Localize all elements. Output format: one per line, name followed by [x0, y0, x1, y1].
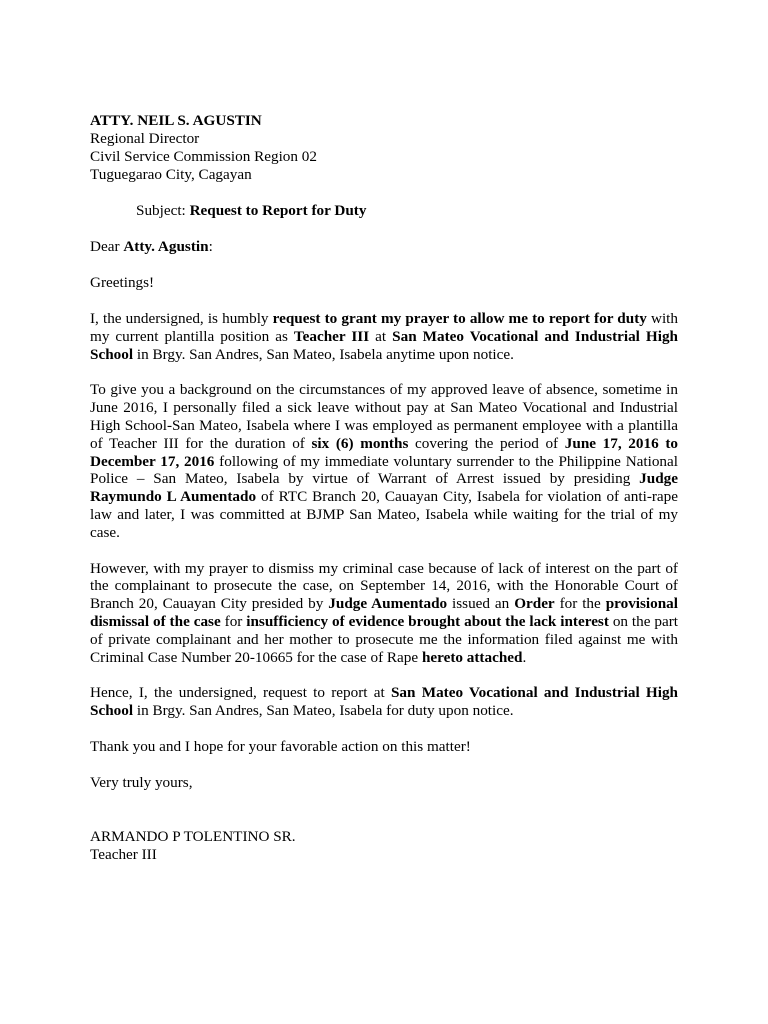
- p2-text-2: covering the period of: [408, 434, 565, 452]
- salutation-suffix: :: [208, 238, 213, 255]
- p2-text-4: of RTC Branch 20, Cauayan City, Isabela for violation of anti-rape law and later, I was committed at BJMP San Mateo, Isabela while waiting for the trial of my case.: [90, 488, 679, 541]
- p3-bold-5: hereto attached: [421, 648, 523, 666]
- p4-bold-1: San Mateo Vocational and Industrial High School: [90, 684, 678, 720]
- subject-text: Request to Report for Duty: [189, 202, 367, 219]
- letter-document: [90, 112, 678, 864]
- p2-bold-2: June 17, 2016 to December 17, 2016: [90, 434, 678, 470]
- salutation-prefix: Dear: [90, 238, 124, 255]
- p1-text-1: I, the undersigned, is humbly: [90, 310, 273, 327]
- p1-bold-2: Teacher III: [293, 327, 370, 345]
- p3-text-4: for: [220, 612, 247, 630]
- paragraph-dismissal: [90, 560, 678, 667]
- signatory-position: Teacher III: [90, 845, 157, 863]
- closing-line: Thank you and I hope for your favorable action on this matter!: [90, 737, 471, 755]
- p1-text-4: in Brgy. San Andres, San Mateo, Isabela anytime upon notice.: [133, 345, 514, 363]
- p4-text-1: Hence, I, the undersigned, request to report at: [90, 684, 391, 702]
- recipient-name: ATTY. NEIL S. AGUSTIN: [90, 112, 262, 129]
- p1-text-2: with my current plantilla position as: [90, 310, 678, 345]
- p1-bold-1: request to grant my prayer to allow me to report for duty: [272, 310, 647, 327]
- paragraph-background: [90, 381, 678, 541]
- p3-bold-2: Order: [514, 595, 555, 613]
- p3-text-5: on the part of private complainant and her mother to prosecute me the information filed against me with Criminal Case Number 20-10665 for the case of Rape: [90, 612, 679, 666]
- p3-text-3: for the: [554, 595, 606, 613]
- recipient-address: Tuguegarao City, Cagayan: [90, 166, 252, 183]
- salutation: [90, 238, 678, 256]
- paragraph-report-request: [90, 684, 678, 720]
- signatory-name: ARMANDO P TOLENTINO SR.: [90, 827, 296, 845]
- subject-line: [90, 202, 678, 220]
- salutation-name: Atty. Agustin: [123, 238, 209, 255]
- p2-bold-3: Judge Raymundo L Aumentado: [90, 470, 678, 506]
- recipient-title: Regional Director: [90, 130, 200, 147]
- p1-text-3: at: [369, 327, 393, 345]
- p3-bold-3: provisional dismissal of the case: [90, 595, 678, 630]
- subject-label: Subject:: [136, 202, 190, 219]
- p2-bold-1: six (6) months: [311, 434, 409, 452]
- p3-text-1: However, with my prayer to dismiss my criminal case because of lack of interest on the part of the complainant to prosecute the case, on September 14, 2016, with the Honorable Court of Branch 20, Cauayan City presided by: [90, 559, 678, 613]
- p3-text-2: issued an: [447, 595, 515, 613]
- p3-bold-1: Judge Aumentado: [328, 595, 448, 613]
- p1-bold-3: San Mateo Vocational and Industrial High School: [90, 327, 678, 363]
- recipient-office: Civil Service Commission Region 02: [90, 148, 317, 165]
- p4-text-2: in Brgy. San Andres, San Mateo, Isabela for duty upon notice.: [133, 702, 514, 720]
- complimentary-close: Very truly yours,: [90, 773, 193, 791]
- p3-text-6: .: [522, 648, 527, 666]
- p3-bold-4: insufficiency of evidence brought about the lack interest: [246, 612, 609, 630]
- p2-text-1: To give you a background on the circumstances of my approved leave of absence, sometime in June 2016, I personally filed a sick leave without pay at San Mateo Vocational and Industrial High School-San Mateo, Isabela where I was employed as permanent employee with a plantilla of Teacher III for the duration of: [90, 381, 678, 452]
- p2-text-3: following of my immediate voluntary surrender to the Philippine National Police – San Mateo, Isabela by virtue of Warrant of Arrest issued by presiding: [90, 452, 678, 488]
- greeting: Greetings!: [90, 274, 155, 291]
- paragraph-request: [90, 310, 678, 363]
